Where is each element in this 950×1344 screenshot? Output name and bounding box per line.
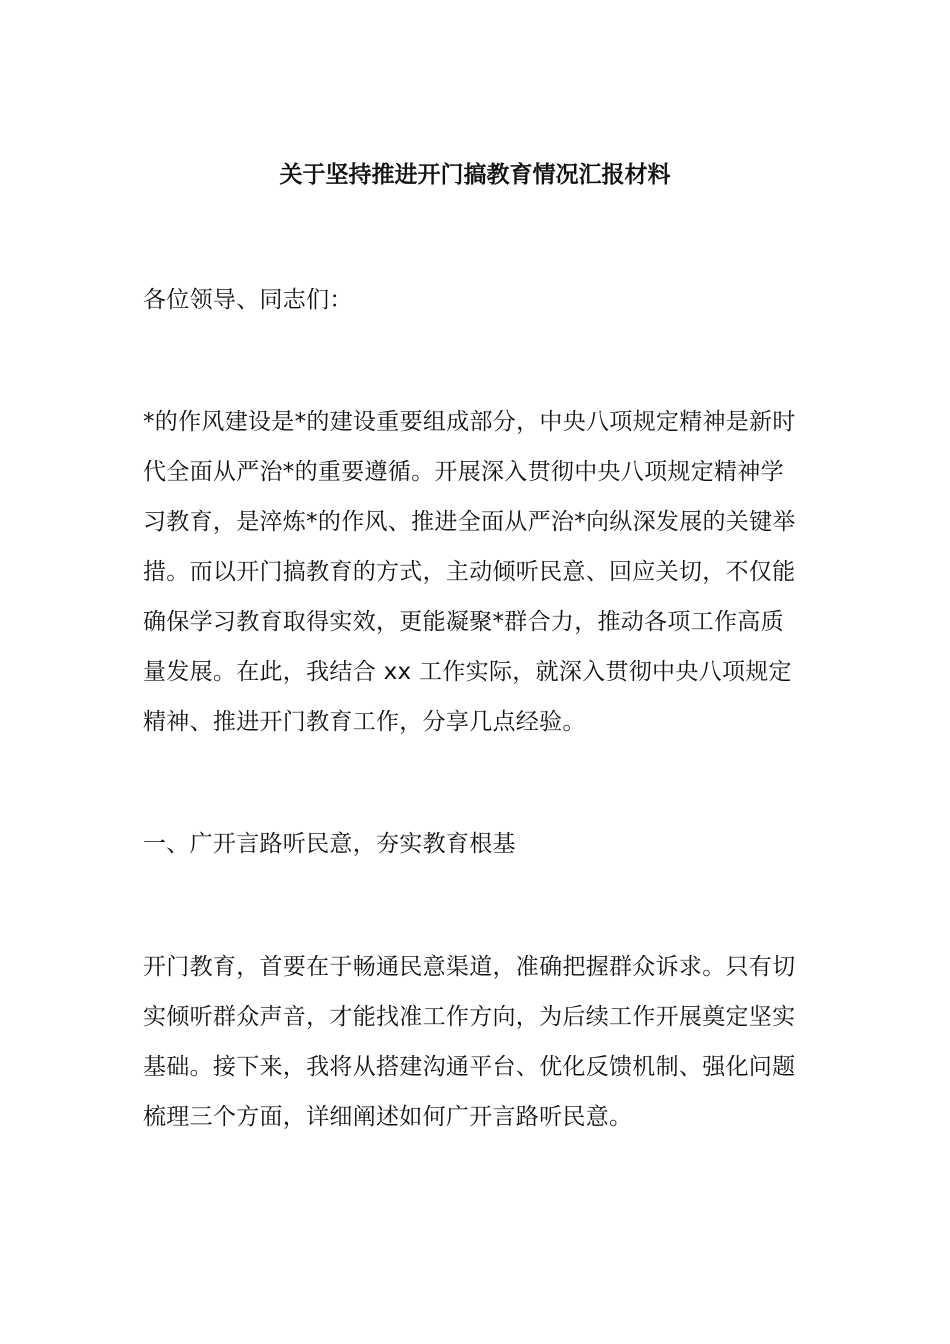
section-heading: 一、广开言路听民意，夯实教育根基	[143, 831, 516, 857]
intro-paragraph: *的作风建设是*的建设重要组成部分，中央八项规定精神是新时代全面从严治*的重要遵循。开展深入贯彻中央八项规定精神学习教育，是淬炼*的作风、推进全面从严治*向纵深发展的关键举措。而以开门搞教育的方式，主动倾听民意、回应关切，不仅能确保学习教育取得实效，更能凝聚*群合力，推动各项工作高质量发展。在此，我结合 xx 工作实际，就深入贯彻中央八项规定精神、推进开门教育工作，分享几点经验。	[143, 409, 796, 735]
document-title: 关于坚持推进开门搞教育情况汇报材料	[279, 162, 671, 188]
salutation: 各位领导、同志们：	[143, 287, 353, 313]
section-paragraph: 开门教育，首要在于畅通民意渠道，准确把握群众诉求。只有切实倾听群众声音，才能找准工作方向，为后续工作开展奠定坚实基础。接下来，我将从搭建沟通平台、优化反馈机制、强化问题梳理三个方面，详细阐述如何广开言路听民意。	[143, 954, 796, 1130]
